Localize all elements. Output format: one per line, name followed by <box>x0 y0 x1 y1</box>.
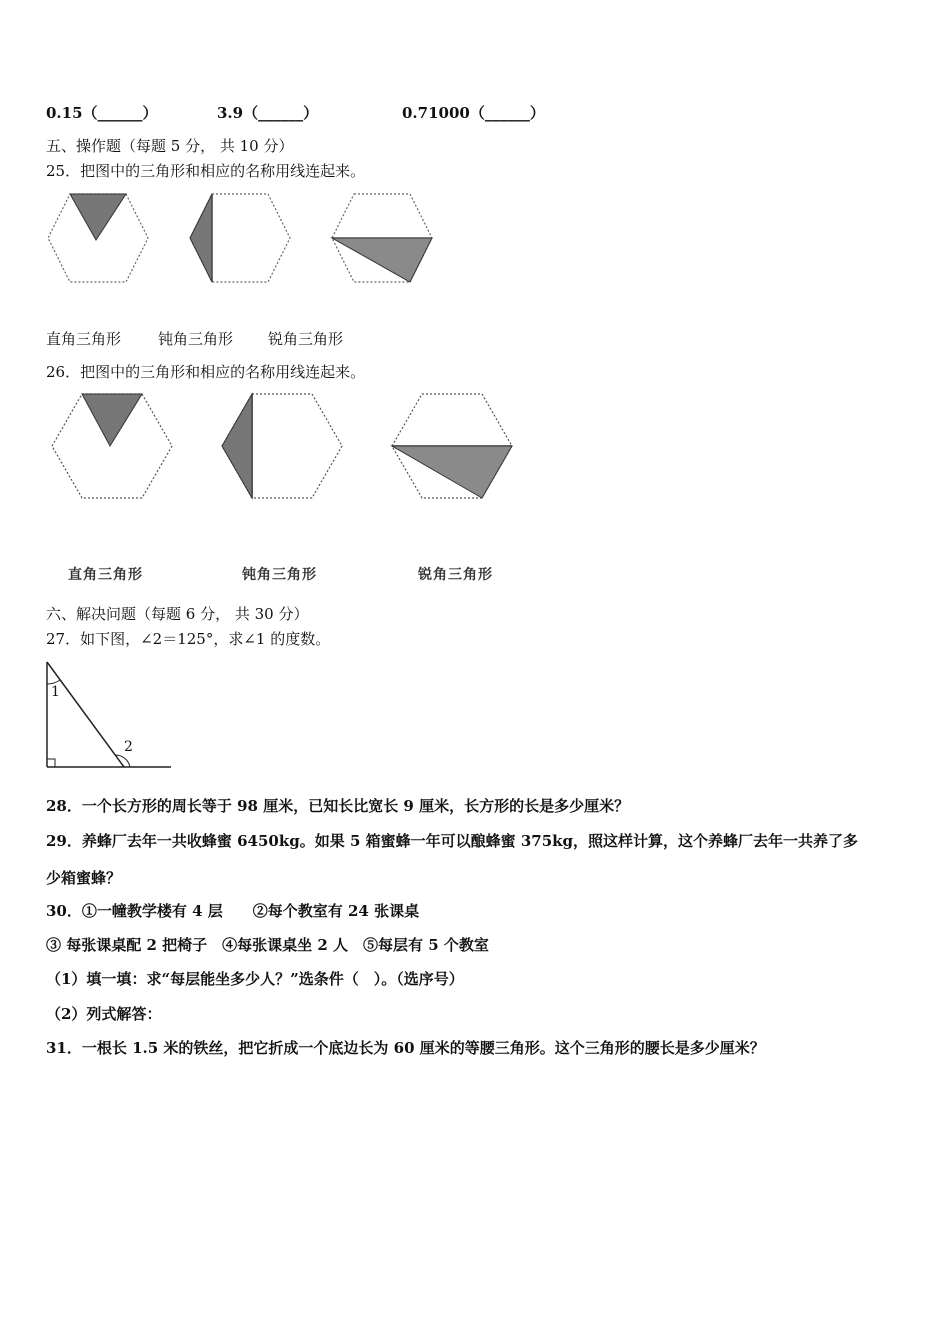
hexagon-acute-triangle-figure-25 <box>46 192 150 284</box>
blank-answer[interactable]: （______） <box>82 104 158 122</box>
blank-value: 0.15 <box>46 104 83 122</box>
label-obtuse-triangle-25: 钝角三角形 <box>158 330 234 348</box>
label-acute-triangle-26: 锐角三角形 <box>418 567 493 583</box>
section-title-operations: 五、操作题（每题 5 分， 共 10 分） <box>46 137 294 155</box>
blank-item-2 <box>217 102 318 123</box>
blank-item-3 <box>402 102 545 123</box>
hexagon-right-triangle-figure-25 <box>188 192 292 284</box>
question-30-line-1: 30．①一幢教学楼有 4 层 ②每个教室有 24 张课桌 <box>46 902 420 920</box>
hexagon-acute-triangle-figure-26 <box>50 392 174 500</box>
blank-value: 3.9 <box>217 104 244 122</box>
angle-1-label: 1 <box>51 684 60 700</box>
label-obtuse-triangle-26: 钝角三角形 <box>242 567 317 583</box>
label-right-triangle-25: 直角三角形 <box>46 330 122 348</box>
question-30-sub-1: （1）填一填：求“每层能坐多少人？”选条件（ ）。（选序号） <box>46 970 464 988</box>
question-30-sub-2: （2）列式解答： <box>46 1005 162 1023</box>
question-29-line-2: 少箱蜜蜂？ <box>46 869 122 887</box>
hexagon-obtuse-triangle-figure-26 <box>390 392 514 500</box>
right-triangle-figure-27 <box>44 660 174 772</box>
blank-answer[interactable]: （______） <box>243 104 319 122</box>
question-30-line-2: ③ 每张课桌配 2 把椅子 ④每张课桌坐 2 人 ⑤每层有 5 个教室 <box>46 936 489 954</box>
question-26: 26．把图中的三角形和相应的名称用线连起来。 <box>46 363 366 381</box>
blank-answer[interactable]: （______） <box>469 104 545 122</box>
question-25: 25．把图中的三角形和相应的名称用线连起来。 <box>46 162 366 180</box>
hexagon-right-triangle-figure-26 <box>220 392 344 500</box>
question-29-line-1: 29．养蜂厂去年一共收蜂蜜 6450kg。如果 5 箱蜜蜂一年可以酿蜂蜜 375kg，照这样计算，这个养蜂厂去年一共养了多 <box>46 832 859 850</box>
question-28: 28．一个长方形的周长等于 98 厘米，已知长比宽长 9 厘米，长方形的长是多少厘米？ <box>46 797 630 815</box>
question-27: 27．如下图，∠2＝125°，求∠1 的度数。 <box>46 630 331 648</box>
section-title-problems: 六、解决问题（每题 6 分， 共 30 分） <box>46 605 309 623</box>
label-acute-triangle-25: 锐角三角形 <box>268 330 344 348</box>
blank-item-1 <box>46 102 158 123</box>
question-31: 31．一根长 1.5 米的铁丝，把它折成一个底边长为 60 厘米的等腰三角形。这个三角形的腰长是多少厘米？ <box>46 1039 765 1057</box>
label-right-triangle-26: 直角三角形 <box>68 567 143 583</box>
angle-2-label: 2 <box>124 739 133 755</box>
blank-value: 0.71000 <box>402 104 470 122</box>
hexagon-obtuse-triangle-figure-25 <box>330 192 434 284</box>
